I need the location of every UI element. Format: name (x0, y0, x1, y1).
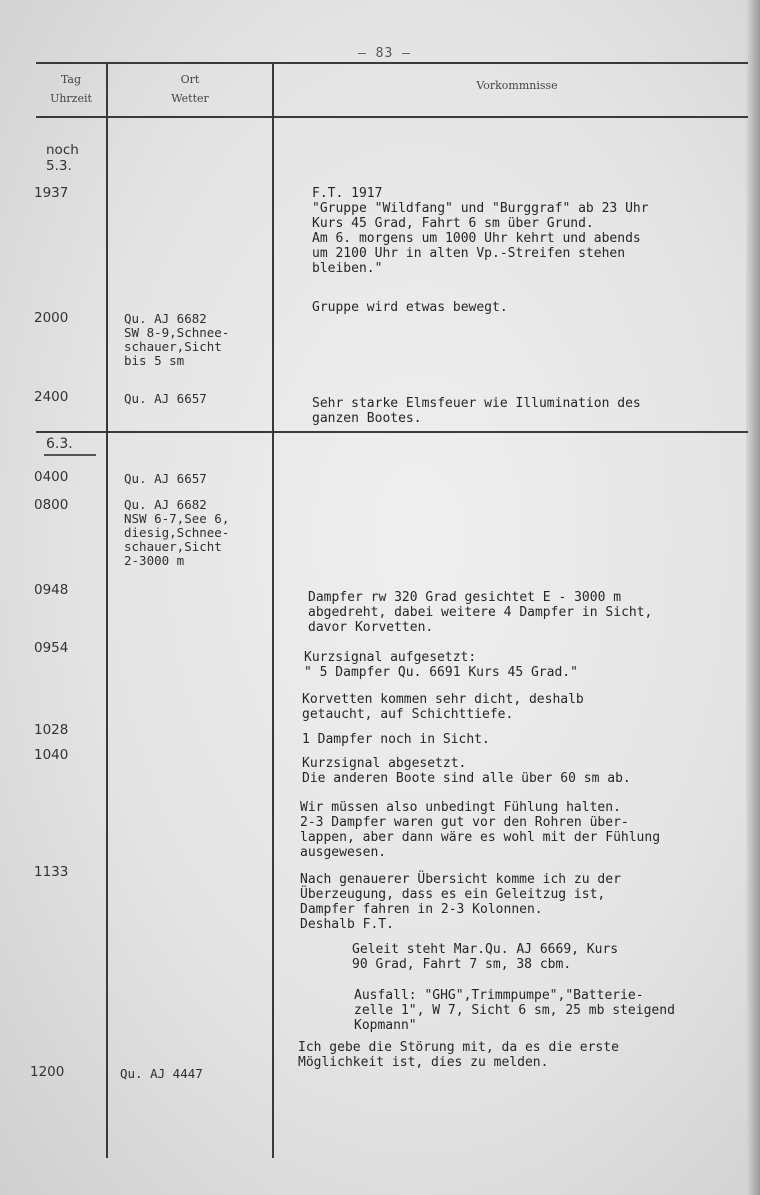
time-cell: 2000 (34, 310, 69, 326)
event-entry: Kurzsignal aufgesetzt: " 5 Dampfer Qu. 6691 Kurs 45 Grad." (304, 650, 578, 680)
date-marker: 6.3. (46, 436, 73, 452)
page-edge-shadow (746, 0, 760, 1195)
time-cell: noch 5.3. (46, 142, 79, 174)
event-entry: 1 Dampfer noch in Sicht. (302, 732, 490, 747)
time-cell: 1133 (34, 864, 69, 880)
page-number: — 83 — (358, 46, 411, 61)
event-entry: Ausfall: "GHG",Trimmpumpe","Batterie- zelle 1", W 7, Sicht 6 sm, 25 mb steigend Kopmann" (354, 988, 675, 1033)
event-entry: Nach genauerer Übersicht komme ich zu der Überzeugung, dass es ein Geleitzug ist, Dampfer fahren in 2-3 Kolonnen. Deshalb F.T. (300, 872, 621, 932)
place-cell: Qu. AJ 6657 (124, 471, 207, 486)
event-entry: F.T. 1917 "Gruppe "Wildfang" und "Burggraf" ab 23 Uhr Kurs 45 Grad, Fahrt 6 sm über Grund. Am 6. morgens um 1000 Uhr kehrt und abends um 2100 Uhr in alten Vp.-Streifen stehen bleiben." (312, 186, 649, 276)
event-entry: Ich gebe die Störung mit, da es die erste Möglichkeit ist, dies zu melden. (298, 1040, 619, 1070)
date-underline (44, 454, 96, 456)
column-divider-1 (106, 62, 108, 1158)
time-cell: 1937 (34, 185, 69, 201)
event-entry: Dampfer rw 320 Grad gesichtet E - 3000 m abgedreht, dabei weitere 4 Dampfer in Sicht, davor Korvetten. (308, 590, 653, 635)
time-cell: 0800 (34, 497, 69, 513)
event-entry: Geleit steht Mar.Qu. AJ 6669, Kurs 90 Grad, Fahrt 7 sm, 38 cbm. (352, 942, 619, 972)
event-entry: Kurzsignal abgesetzt. Die anderen Boote sind alle über 60 sm ab. (302, 756, 631, 786)
event-entry: Gruppe wird etwas bewegt. (312, 300, 508, 315)
table-top-rule (36, 62, 748, 64)
time-cell: 2400 (34, 389, 69, 405)
time-cell: 0954 (34, 640, 69, 656)
header-place-col: Ort Wetter (171, 73, 209, 105)
event-entry: Wir müssen also unbedingt Fühlung halten. 2-3 Dampfer waren gut vor den Rohren über- lappen, aber dann wäre es wohl mit der Fühlung ausgewesen. (300, 800, 661, 860)
time-cell: 1040 (34, 747, 69, 763)
place-cell: Qu. AJ 6682 NSW 6-7,See 6, diesig,Schnee- schauer,Sicht 2-3000 m (124, 497, 230, 568)
place-cell: Qu. AJ 6657 (124, 391, 207, 406)
column-divider-2 (272, 62, 274, 1158)
time-cell: 1200 (30, 1064, 65, 1080)
place-cell: Qu. AJ 6682 SW 8-9,Schnee- schauer,Sicht bis 5 sm (124, 311, 230, 368)
event-entry: Korvetten kommen sehr dicht, deshalb getaucht, auf Schichttiefe. (302, 692, 584, 722)
header-bottom-rule (36, 116, 748, 118)
day-separator-rule (36, 431, 748, 433)
event-entry: Sehr starke Elmsfeuer wie Illumination des ganzen Bootes. (312, 396, 641, 426)
header-events-col: Vorkommnisse (476, 79, 558, 92)
time-cell: 1028 (34, 722, 69, 738)
place-cell: Qu. AJ 4447 (120, 1066, 203, 1081)
time-cell: 0948 (34, 582, 69, 598)
time-cell: 0400 (34, 469, 69, 485)
header-time-col: Tag Uhrzeit (50, 73, 92, 105)
